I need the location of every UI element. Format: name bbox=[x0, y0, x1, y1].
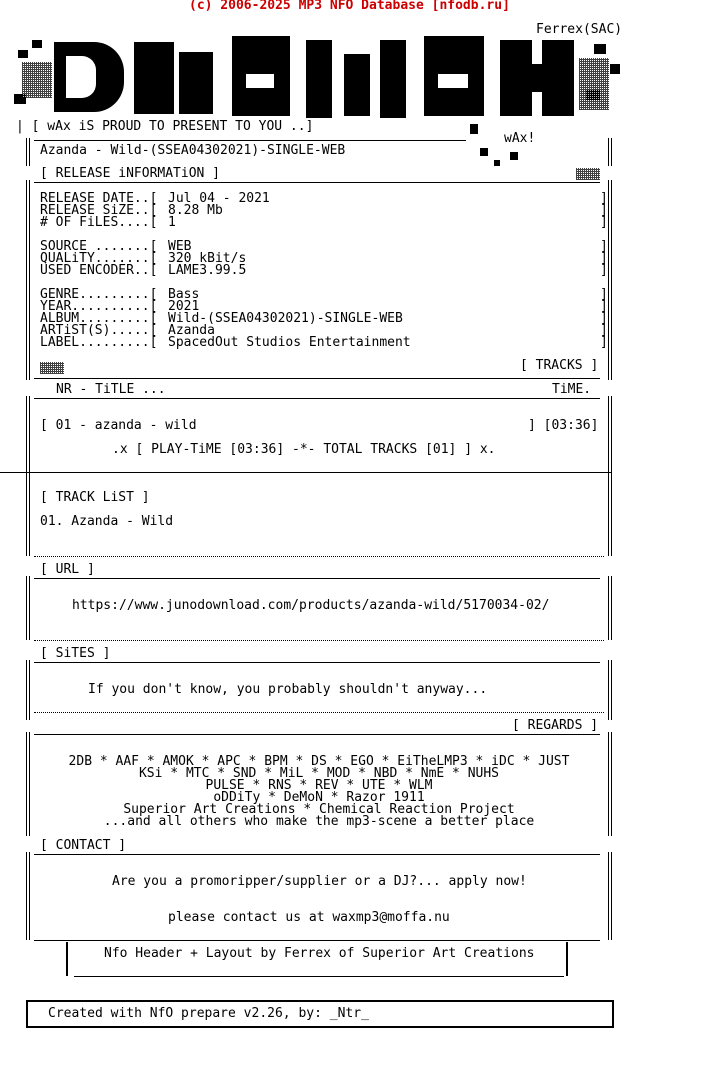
track-row: [ 01 - azanda - wild bbox=[40, 418, 197, 433]
info-value: 2021 bbox=[168, 299, 200, 314]
info-end: ] bbox=[600, 239, 608, 254]
divider bbox=[34, 854, 600, 855]
nfodb-banner-link[interactable]: (c) 2006-2025 MP3 NFO Database [nfodb.ru] bbox=[189, 0, 510, 13]
divider bbox=[34, 398, 600, 399]
divider bbox=[34, 378, 600, 379]
info-value: Azanda bbox=[168, 323, 215, 338]
regards-line: 2DB * AAF * AMOK * APC * BPM * DS * EGO * EiTheLMP3 * iDC * JUST bbox=[68, 754, 570, 769]
divider bbox=[34, 182, 600, 183]
regards-line: ...and all others who make the mp3-scene a better place bbox=[103, 814, 535, 829]
divider bbox=[34, 140, 466, 141]
info-value: Bass bbox=[168, 287, 200, 302]
track-list-heading: [ TRACK LiST ] bbox=[40, 490, 150, 505]
logo-tag: wAx! bbox=[504, 131, 536, 146]
shade-block bbox=[40, 362, 64, 374]
divider bbox=[34, 556, 604, 557]
tracks-col-time: TiME. bbox=[552, 382, 592, 397]
info-label: YEAR..........[ bbox=[40, 299, 158, 314]
info-value: LAME3.99.5 bbox=[168, 263, 247, 278]
regards-line: PULSE * RNS * REV * UTE * WLM bbox=[205, 778, 433, 793]
release-url-link[interactable]: https://www.junodownload.com/products/azanda-wild/5170034-02/ bbox=[72, 598, 550, 613]
info-value: Wild-(SSEA04302021)-SINGLE-WEB bbox=[168, 311, 403, 326]
info-label: ALBUM.........[ bbox=[40, 311, 158, 326]
intro-line: | [ wAx iS PROUD TO PRESENT TO YOU ..] bbox=[16, 119, 314, 134]
contact-line-apply: Are you a promoripper/supplier or a DJ?... apply now! bbox=[112, 874, 527, 889]
logo-drip bbox=[470, 124, 478, 134]
info-end: ] bbox=[600, 191, 608, 206]
info-end: ] bbox=[600, 287, 608, 302]
info-end: ] bbox=[600, 203, 608, 218]
sites-heading: [ SiTES ] bbox=[40, 646, 111, 661]
divider bbox=[34, 712, 604, 713]
artist-credit: Ferrex(SAC) bbox=[536, 22, 623, 37]
track-list-item: 01. Azanda - Wild bbox=[40, 514, 174, 529]
divider bbox=[34, 662, 600, 663]
contact-box bbox=[26, 852, 612, 940]
info-value: WEB bbox=[168, 239, 192, 254]
info-label: RELEASE SiZE..[ bbox=[40, 203, 158, 218]
created-with: Created with NfO prepare v2.26, by: _Ntr_ bbox=[48, 1006, 369, 1021]
contact-line-email: please contact us at waxmp3@moffa.nu bbox=[168, 910, 450, 925]
info-label: SOURCE .......[ bbox=[40, 239, 158, 254]
track-time: ] [03:36] bbox=[528, 418, 599, 433]
info-end: ] bbox=[600, 251, 608, 266]
divider bbox=[34, 578, 600, 579]
divider bbox=[34, 940, 600, 941]
info-end: ] bbox=[600, 215, 608, 230]
info-label: GENRE.........[ bbox=[40, 287, 158, 302]
info-label: RELEASE DATE..[ bbox=[40, 191, 158, 206]
contact-heading: [ CONTACT ] bbox=[40, 838, 127, 853]
sites-text: If you don't know, you probably shouldn't anyway... bbox=[88, 682, 488, 697]
info-end: ] bbox=[600, 335, 608, 350]
footer-credit: Nfo Header + Layout by Ferrex of Superior Art Creations bbox=[104, 946, 535, 961]
tracks-heading: [ TRACKS ] bbox=[520, 358, 599, 373]
regards-line: oDDiTy * DeMoN * Razor 1911 bbox=[213, 790, 425, 805]
tracks-col-title: NR - TiTLE ... bbox=[56, 382, 166, 397]
info-label: # OF FiLES....[ bbox=[40, 215, 158, 230]
info-value: 8.28 Mb bbox=[168, 203, 223, 218]
divider bbox=[74, 976, 564, 977]
info-end: ] bbox=[600, 263, 608, 278]
tracks-summary: .x [ PLAY-TiME [03:36] -*- TOTAL TRACKS [01] ] x. bbox=[112, 442, 496, 457]
divider bbox=[0, 472, 612, 473]
info-value: 320 kBit/s bbox=[168, 251, 247, 266]
release-title: Azanda - Wild-(SSEA04302021)-SINGLE-WEB bbox=[40, 143, 346, 158]
info-label: LABEL.........[ bbox=[40, 335, 158, 350]
info-label: QUALiTY.......[ bbox=[40, 251, 158, 266]
divider bbox=[34, 640, 604, 641]
regards-heading: [ REGARDS ] bbox=[512, 718, 599, 733]
info-value: Jul 04 - 2021 bbox=[168, 191, 270, 206]
regards-line: Superior Art Creations * Chemical Reaction Project bbox=[123, 802, 515, 817]
info-end: ] bbox=[600, 311, 608, 326]
release-info-heading: [ RELEASE iNFORMATiON ] bbox=[40, 166, 221, 181]
info-value: 1 bbox=[168, 215, 176, 230]
info-end: ] bbox=[600, 299, 608, 314]
wax-logo bbox=[14, 34, 630, 124]
shade-block bbox=[576, 168, 600, 180]
divider bbox=[34, 734, 600, 735]
url-heading: [ URL ] bbox=[40, 562, 95, 577]
info-value: SpacedOut Studios Entertainment bbox=[168, 335, 411, 350]
info-label: USED ENCODER..[ bbox=[40, 263, 158, 278]
info-end: ] bbox=[600, 323, 608, 338]
regards-line: KSi * MTC * SND * MiL * MOD * NBD * NmE * NUHS bbox=[138, 766, 500, 781]
info-label: ARTiST(S).....[ bbox=[40, 323, 158, 338]
